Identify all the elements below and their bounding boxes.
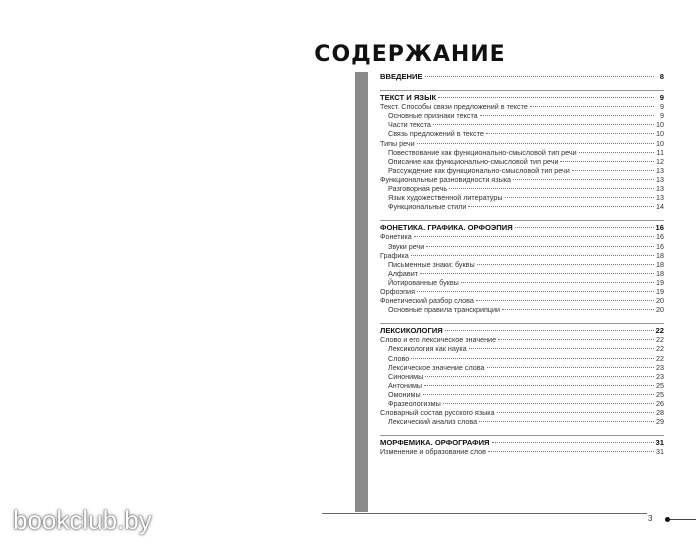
toc-page-number: 22 bbox=[656, 344, 664, 354]
toc-section bbox=[380, 93, 664, 102]
toc-leader-dots bbox=[438, 97, 654, 98]
toc-entry bbox=[380, 120, 664, 129]
toc-entry-title: Язык художественной литературы bbox=[388, 193, 503, 203]
toc-page-number: 22 bbox=[655, 326, 664, 336]
toc-page-number: 22 bbox=[656, 335, 664, 345]
toc-entry-title: Синонимы bbox=[388, 371, 424, 381]
toc-leader-dots bbox=[433, 124, 654, 125]
toc-leader-dots bbox=[461, 282, 654, 283]
toc-page-number: 16 bbox=[656, 241, 664, 251]
footer-rule bbox=[322, 513, 647, 514]
toc-entry-title: Функциональные стили bbox=[388, 202, 467, 212]
table-of-contents bbox=[380, 72, 664, 456]
toc-entry bbox=[380, 102, 664, 111]
toc-entry-title: Повествование как функционально-смысловой тип речи bbox=[388, 147, 577, 157]
toc-entry-title: Связь предложений в тексте bbox=[388, 129, 484, 139]
toc-entry-title: Типы речи bbox=[380, 138, 415, 148]
toc-page-number: 13 bbox=[656, 165, 664, 175]
toc-leader-dots bbox=[488, 451, 654, 452]
toc-entry bbox=[380, 372, 664, 381]
toc-leader-dots bbox=[498, 339, 654, 340]
toc-leader-dots bbox=[417, 143, 654, 144]
toc-leader-dots bbox=[560, 161, 654, 162]
toc-entry-title: Звуки речи bbox=[388, 241, 425, 251]
toc-entry-title: Алфавит bbox=[388, 268, 419, 278]
toc-page-number: 11 bbox=[656, 147, 664, 157]
toc-page-number: 19 bbox=[656, 277, 664, 287]
toc-leader-dots bbox=[449, 188, 654, 189]
toc-entry bbox=[380, 381, 664, 390]
toc-page-number: 10 bbox=[656, 129, 664, 139]
toc-entry-title: Йотированные буквы bbox=[388, 277, 459, 287]
toc-page-number: 9 bbox=[659, 93, 664, 103]
footer-line bbox=[670, 519, 696, 520]
toc-section bbox=[380, 223, 664, 232]
side-bar bbox=[355, 72, 368, 512]
toc-entry-title: МОРФЕМИКА. ОРФОГРАФИЯ bbox=[380, 438, 490, 448]
toc-entry-title: Рассуждение как функционально-смысловой тип речи bbox=[388, 165, 570, 175]
toc-entry bbox=[380, 278, 664, 287]
toc-entry-title: ВВЕДЕНИЕ bbox=[380, 72, 423, 81]
toc-entry bbox=[380, 232, 664, 241]
toc-entry bbox=[380, 111, 664, 120]
toc-leader-dots bbox=[492, 442, 654, 443]
toc-page-number: 9 bbox=[660, 111, 664, 121]
toc-leader-dots bbox=[420, 273, 654, 274]
toc-page-number: 18 bbox=[656, 250, 664, 260]
toc-entry-title: Изменение и образование слов bbox=[380, 447, 486, 457]
toc-entry-title: Лексическое значение слова bbox=[388, 362, 485, 372]
toc-entry bbox=[380, 157, 664, 166]
toc-page-number: 9 bbox=[660, 102, 664, 112]
toc-leader-dots bbox=[505, 197, 654, 198]
toc-entry bbox=[380, 242, 664, 251]
toc-page-number: 8 bbox=[659, 72, 664, 81]
toc-entry bbox=[380, 335, 664, 344]
section-separator bbox=[380, 435, 664, 436]
toc-leader-dots bbox=[445, 330, 654, 331]
toc-entry bbox=[380, 417, 664, 426]
toc-entry-title: Слово и его лексическое значение bbox=[380, 335, 497, 345]
toc-entry-title: Разговорная речь bbox=[388, 184, 448, 194]
toc-entry bbox=[380, 251, 664, 260]
toc-entry-title: ФОНЕТИКА. ГРАФИКА. ОРФОЭПИЯ bbox=[380, 223, 513, 233]
toc-page-number: 25 bbox=[656, 380, 664, 390]
toc-page-number: 26 bbox=[656, 399, 664, 408]
toc-entry-title: Лексикология как наука bbox=[388, 344, 467, 354]
toc-page-number: 20 bbox=[656, 296, 664, 306]
toc-page-number: 23 bbox=[656, 371, 664, 381]
toc-section bbox=[380, 72, 664, 81]
toc-leader-dots bbox=[502, 309, 654, 310]
toc-leader-dots bbox=[572, 170, 654, 171]
toc-leader-dots bbox=[487, 367, 654, 368]
toc-leader-dots bbox=[468, 206, 654, 207]
toc-entry bbox=[380, 287, 664, 296]
toc-entry bbox=[380, 305, 664, 314]
watermark: bookclub.by bbox=[13, 505, 152, 535]
toc-entry-title: Словарный состав русского языка bbox=[380, 408, 495, 418]
toc-entry bbox=[380, 390, 664, 399]
toc-entry bbox=[380, 139, 664, 148]
toc-leader-dots bbox=[411, 255, 654, 256]
toc-entry bbox=[380, 447, 664, 456]
toc-page-number: 22 bbox=[656, 353, 664, 363]
toc-page-number: 28 bbox=[656, 408, 664, 418]
toc-entry bbox=[380, 344, 664, 353]
toc-page-number: 31 bbox=[656, 447, 664, 457]
toc-entry-title: ЛЕКСИКОЛОГИЯ bbox=[380, 326, 443, 336]
toc-page-number: 10 bbox=[656, 138, 664, 148]
toc-leader-dots bbox=[423, 394, 654, 395]
toc-entry-title: Части текста bbox=[388, 120, 431, 130]
toc-entry bbox=[380, 269, 664, 278]
toc-entry bbox=[380, 408, 664, 417]
toc-leader-dots bbox=[425, 376, 654, 377]
toc-leader-dots bbox=[515, 227, 654, 228]
toc-page-number: 12 bbox=[656, 156, 664, 166]
toc-page-number: 23 bbox=[656, 362, 664, 372]
toc-entry bbox=[380, 354, 664, 363]
toc-entry-title: Лексический анализ слова bbox=[388, 417, 478, 427]
toc-entry bbox=[380, 202, 664, 211]
toc-leader-dots bbox=[479, 421, 654, 422]
page-title: СОДЕРЖАНИЕ bbox=[314, 42, 506, 67]
toc-entry bbox=[380, 260, 664, 269]
page-number: 3 bbox=[648, 514, 653, 523]
toc-leader-dots bbox=[486, 133, 654, 134]
toc-entry bbox=[380, 129, 664, 138]
toc-leader-dots bbox=[477, 264, 654, 265]
toc-entry bbox=[380, 175, 664, 184]
toc-page-number: 25 bbox=[656, 389, 664, 399]
toc-page-number: 19 bbox=[656, 286, 664, 296]
toc-entry bbox=[380, 184, 664, 193]
toc-page-number: 16 bbox=[655, 223, 664, 233]
toc-page-number: 31 bbox=[655, 438, 664, 448]
toc-leader-dots bbox=[530, 106, 654, 107]
toc-page-number: 13 bbox=[656, 184, 664, 194]
toc-page-number: 16 bbox=[656, 232, 664, 242]
toc-entry-title: Фразеологизмы bbox=[388, 399, 441, 408]
toc-leader-dots bbox=[425, 76, 654, 77]
toc-entry-title: Письменные знаки: буквы bbox=[388, 259, 475, 269]
toc-entry bbox=[380, 148, 664, 157]
toc-entry-title: Слово bbox=[388, 353, 410, 363]
toc-section bbox=[380, 326, 664, 335]
toc-leader-dots bbox=[424, 385, 654, 386]
toc-leader-dots bbox=[513, 179, 654, 180]
toc-entry-title: Фонетический разбор слова bbox=[380, 296, 474, 306]
toc-page-number: 18 bbox=[656, 268, 664, 278]
section-separator bbox=[380, 220, 664, 221]
toc-page-number: 10 bbox=[656, 120, 664, 130]
toc-page-number: 20 bbox=[656, 305, 664, 315]
toc-leader-dots bbox=[411, 358, 654, 359]
toc-section bbox=[380, 438, 664, 447]
toc-leader-dots bbox=[414, 236, 654, 237]
toc-leader-dots bbox=[469, 348, 654, 349]
toc-page-number: 29 bbox=[656, 417, 664, 427]
toc-leader-dots bbox=[579, 152, 654, 153]
section-separator bbox=[380, 323, 664, 324]
toc-entry-title: Антонимы bbox=[388, 380, 423, 390]
toc-entry-title: ТЕКСТ И ЯЗЫК bbox=[380, 93, 437, 103]
toc-entry-title: Описание как функционально-смысловой тип речи bbox=[388, 156, 559, 166]
toc-entry-title: Омонимы bbox=[388, 389, 421, 399]
section-separator bbox=[380, 90, 664, 91]
toc-entry bbox=[380, 166, 664, 175]
toc-page-number: 13 bbox=[656, 174, 664, 184]
toc-leader-dots bbox=[426, 246, 654, 247]
toc-entry bbox=[380, 363, 664, 372]
toc-page-number: 14 bbox=[656, 202, 664, 212]
toc-entry-title: Графика bbox=[380, 250, 409, 260]
toc-leader-dots bbox=[476, 300, 654, 301]
toc-leader-dots bbox=[497, 412, 654, 413]
toc-entry-title: Текст. Способы связи предложений в тексте bbox=[380, 102, 528, 112]
toc-page-number: 13 bbox=[656, 193, 664, 203]
toc-entry bbox=[380, 296, 664, 305]
toc-entry-title: Орфоэпия bbox=[380, 286, 415, 296]
toc-leader-dots bbox=[480, 115, 654, 116]
toc-leader-dots bbox=[443, 403, 654, 404]
toc-entry-title: Фонетика bbox=[380, 232, 412, 242]
toc-entry-title: Функциональные разновидности языка bbox=[380, 174, 512, 184]
toc-page-number: 18 bbox=[656, 259, 664, 269]
toc-entry-title: Основные правила транскрипции bbox=[388, 305, 501, 315]
toc-entry bbox=[380, 399, 664, 408]
toc-entry-title: Основные признаки текста bbox=[388, 111, 478, 121]
toc-entry bbox=[380, 193, 664, 202]
toc-leader-dots bbox=[417, 291, 654, 292]
